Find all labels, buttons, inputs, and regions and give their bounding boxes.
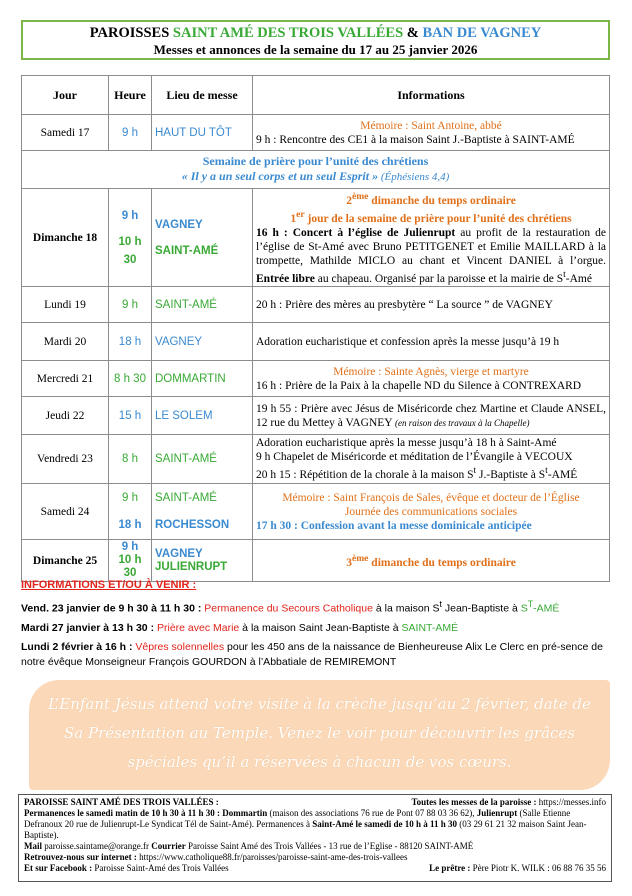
table-row [22,115,610,151]
footer-all-masses: Toutes les messes de la paroisse : https://messes.info [411,797,606,807]
week-banner-row [22,151,610,189]
hour-cell: 9 h [109,115,152,151]
col-hour-header: Heure [109,76,152,115]
info-title-1: 2ème dimanche du temps ordinaire [346,191,516,207]
info-cell [253,115,610,151]
day-cell: Dimanche 18 [22,189,109,287]
place-cell: HAUT DU TÔT [152,115,253,151]
day-cell: Vendredi 23 [22,435,109,484]
table-row [22,189,610,287]
place-cell: VAGNEY [152,323,253,361]
info-line: 17 h 30 : Confession avant la messe dominicale anticipée [256,519,532,532]
info-concert: 16 h : Concert à l’église de Julienrupt au profit de la restauration de l’église de St-Amé avec Bruno PETITGENET et Emilie MAILLARD à la trompette, Mathilde MICLO au chant et Vincent DANIEL à l’orgue. Entrée libre au chapeau. Organisé par la paroisse et la mairie de $S^t$-Amé [256,226,606,285]
table-row [22,397,610,435]
info-title-2: 1er jour de la semaine de prière pour l’unité des chrétiens [290,208,572,225]
hour-cell [109,484,152,540]
announcement-item: Vend. 23 janvier de 9 h 30 à 11 h 30 : Permanence du Secours Catholique à la maison $S^t$ Jean-Baptiste à $S^T$-AMÉ [21,599,560,615]
hour-2: 10 h 30 [118,235,142,266]
place-2: JULIENRUPT [155,560,228,573]
info-line: 9 h : Rencontre des CE1 à la maison Saint J.-Baptiste à SAINT-AMÉ [256,133,575,146]
place-cell: LE SOLEM [152,397,253,435]
week-quote: « Il y a un seul corps et un seul Esprit » [181,169,379,183]
hour-1: 9 h [121,541,139,554]
info-cell [253,435,610,484]
place-cell [152,189,253,287]
hour-2: 18 h [118,519,142,532]
col-info-header: Informations [253,76,610,115]
footer-facebook: Et sur Facebook : Paroisse Saint-Amé des Trois Vallées [24,863,229,873]
week-banner [22,151,610,189]
info-cell [253,484,610,540]
announcements-heading: INFORMATIONS ET/OU À VENIR : [21,579,197,591]
info-line: 16 h : Prière de la Paix à la chapelle ND du Silence à CONTREXARD [256,379,582,392]
day-cell: Mardi 20 [22,323,109,361]
footer-web: Retrouvez-nous sur internet : https://www.catholique88.fr/paroisses/paroisse-saint-ame-des-trois-vallees [24,852,408,862]
footer-parish: PAROISSE SAINT AMÉ DES TROIS VALLÉES : [24,797,219,807]
day-cell: Samedi 17 [22,115,109,151]
all-masses-link[interactable]: https://messes.info [538,797,606,807]
place-2: ROCHESSON [155,519,230,532]
hour-1: 9 h [122,492,138,505]
place-cell: SAINT-AMÉ [152,287,253,323]
footer-row [24,863,606,874]
footer-row [24,797,606,808]
info-memoire: Mémoire : Saint Antoine, abbé [360,119,502,132]
day-cell: Dimanche 25 [22,540,109,582]
page-header [21,20,610,60]
banner-text: L’Enfant Jésus attend votre visite à la crèche jusqu’au 2 février, date de Sa Présentation au Temple. Venez le voir pour découvrir les grâces spéciales qu’il a réservées à chacun de vos cœurs. [48,695,591,771]
table-row [22,484,610,540]
day-cell: Lundi 19 [22,287,109,323]
info-line: Adoration eucharistique après la messe jusqu’à 18 h à Saint-Amé [256,437,557,450]
day-cell: Mercredi 21 [22,361,109,397]
hour-cell: 15 h [109,397,152,435]
info-cell [253,189,610,287]
info-cell: Adoration eucharistique et confession après la messe jusqu’à 19 h [253,323,610,361]
place-cell: SAINT-AMÉ [152,435,253,484]
info-memoire: Mémoire : Sainte Agnès, vierge et martyre [333,365,529,378]
info-cell: 19 h 55 : Prière avec Jésus de Miséricorde chez Martine et Claude ANSEL, 12 rue du Mettey à VAGNEY (en raison des travaux à la Chapelle) [253,397,610,435]
place-1: VAGNEY [155,547,203,560]
day-cell: Samedi 24 [22,484,109,540]
info-cell: 3ème dimanche du temps ordinaire [253,540,610,582]
place-cell: DOMMARTIN [152,361,253,397]
announcement-item: Lundi 2 février à 16 h : Vêpres solennelles pour les 450 ans de la naissance de Bienheureuse Alix Le Clerc en pré-sence de notre évêque Monseigneur François GOURDON à l’Abbatiale de REMIREMONT [21,640,603,668]
hour-cell: 8 h [109,435,152,484]
footer-box [18,794,612,882]
hour-1: 9 h [121,209,139,222]
info-cell [253,361,610,397]
table-header-row [22,76,610,115]
table-row [22,287,610,323]
footer-permanences: Permanences le samedi matin de 10 h 30 à 11 h 30 : Dommartin (maison des associations 76 rue de Pont 07 88 03 36 62), Julienrupt (Salle Etienne Defranoux 20 rue de Julienrupt-Le Syndicat Tél de Saint-Amé). Permanences à Saint-Amé le samedi de 10 h à 11 h 30 (03 29 61 21 32 maison Saint Jean-Baptiste). [24,808,587,840]
week-ref: (Éphésiens 4,4) [378,171,450,183]
info-line: 20 h 15 : Répétition de la chorale à la maison $S^t$ J.-Baptiste à $S^t$-AMÉ [256,465,578,482]
table-row [22,361,610,397]
info-line: 9 h Chapelet de Miséricorde et méditation de l’Évangile à VECOUX [256,451,573,464]
announcement-item: Mardi 27 janvier à 13 h 30 : Prière avec Marie à la maison Saint Jean-Baptiste à SAINT-AMÉ [21,621,459,634]
header-subtitle: Messes et annonces de la semaine du 17 au 25 janvier 2026 [153,42,478,57]
header-title: PAROISSES SAINT AMÉ DES TROIS VALLÉES & BAN DE VAGNEY [89,25,542,41]
day-cell: Jeudi 22 [22,397,109,435]
hour-2: 10 h 30 [118,554,142,580]
creche-banner [29,680,610,790]
place-cell [152,484,253,540]
footer-contact: Mail paroisse.saintame@orange.fr Courrier Paroisse Saint Amé des Trois Vallées - 13 rue de l’Eglise - 88120 SAINT-AMÉ [24,841,474,851]
info-line: Journée des communications sociales [344,505,518,518]
place-2: SAINT-AMÉ [155,244,219,257]
table-row [22,435,610,484]
announcements [21,576,611,670]
hour-cell: 8 h 30 [109,361,152,397]
footer-priest: Le prêtre : Père Piotr K. WILK : 06 88 76 35 56 [429,863,606,873]
website-link[interactable]: https://www.catholique88.fr/paroisses/paroisse-saint-ame-des-trois-vallees [139,852,408,862]
week-title: Semaine de prière pour l’unité des chrétiens [202,154,429,168]
place-1: VAGNEY [155,218,203,231]
col-day-header: Jour [22,76,109,115]
mail-link[interactable]: paroisse.saintame@orange.fr [42,841,152,851]
info-cell: 20 h : Prière des mères au presbytère “ La source ” de VAGNEY [253,287,610,323]
hour-cell [109,189,152,287]
hour-cell: 9 h [109,287,152,323]
schedule-table [21,75,610,582]
place-1: SAINT-AMÉ [155,492,217,505]
info-memoire: Mémoire : Saint François de Sales, évêque et docteur de l’Église [282,491,580,504]
col-place-header: Lieu de messe [152,76,253,115]
hour-cell: 18 h [109,323,152,361]
facebook-link[interactable]: Paroisse Saint-Amé des Trois Vallées [94,863,229,873]
table-row [22,323,610,361]
